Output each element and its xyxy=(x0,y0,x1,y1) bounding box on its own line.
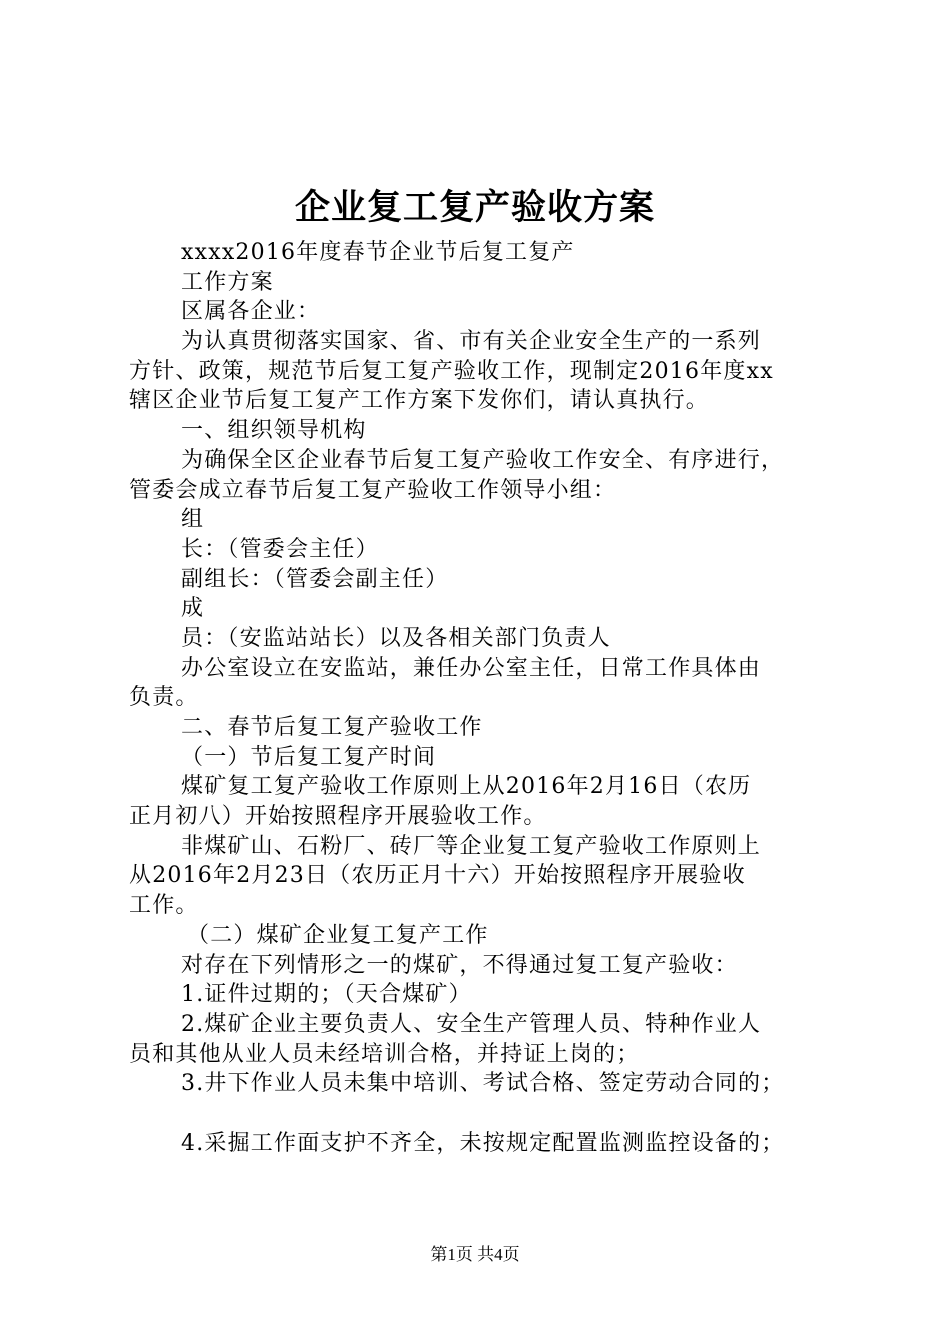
text-line: 工作。 xyxy=(129,893,199,919)
text-line: 副组长：（管委会副主任） xyxy=(181,566,449,592)
text-line: 管委会成立春节后复工复产验收工作领导小组： xyxy=(129,477,617,503)
text-line: 从2016年2月23日（农历正月十六）开始按照程序开展验收 xyxy=(129,863,746,889)
text-line: xxxx2016年度春节企业节后复工复产 xyxy=(181,240,575,265)
text-line: 区属各企业： xyxy=(181,299,321,325)
text-line: 非煤矿山、石粉厂、砖厂等企业复工复产验收工作原则上 xyxy=(181,833,762,859)
section-heading: 二、春节后复工复产验收工作 xyxy=(181,715,483,740)
text-line: 员：（安监站站长）以及各相关部门负责人 xyxy=(181,625,611,651)
subsection-heading: （二）煤矿企业复工复产工作 xyxy=(187,922,489,948)
list-item: 4.采掘工作面支护不齐全，未按规定配置监测监控设备的； xyxy=(181,1130,785,1156)
document-title: 企业复工复产验收方案 xyxy=(294,187,655,228)
text-line: 为确保全区企业春节后复工复产验收工作安全、有序进行， xyxy=(181,447,785,473)
page-footer: 第1页 共4页 xyxy=(430,1245,520,1264)
text-line: 对存在下列情形之一的煤矿，不得通过复工复产验收： xyxy=(181,952,738,978)
text-line: 员和其他从业人员未经培训合格，并持证上岗的； xyxy=(129,1041,640,1067)
text-line: 正月初八）开始按照程序开展验收工作。 xyxy=(129,804,547,830)
text-line: 煤矿复工复产验收工作原则上从2016年2月16日（农历 xyxy=(181,774,752,800)
list-item: 3.井下作业人员未集中培训、考试合格、签定劳动合同的； xyxy=(181,1071,785,1097)
blank-line xyxy=(129,1099,841,1129)
text-line: 工作方案 xyxy=(181,269,274,295)
list-item: 1.证件过期的；（天合煤矿） xyxy=(181,982,472,1008)
text-line: 成 xyxy=(181,596,205,622)
text-line: 为认真贯彻落实国家、省、市有关企业安全生产的一系列 xyxy=(181,329,762,355)
list-item: 2.煤矿企业主要负责人、安全生产管理人员、特种作业人 xyxy=(181,1011,762,1037)
text-line: 组 xyxy=(181,507,205,533)
document-body xyxy=(129,238,841,1158)
text-line: 方针、政策，规范节后复工复产验收工作，现制定2016年度xx xyxy=(129,358,774,384)
text-line: 辖区企业节后复工复产工作方案下发你们，请认真执行。 xyxy=(129,388,710,414)
text-line: 负责。 xyxy=(129,685,199,711)
section-heading: 一、组织领导机构 xyxy=(181,418,367,444)
text-line: 长：（管委会主任） xyxy=(181,536,379,562)
subsection-heading: （一）节后复工复产时间 xyxy=(181,744,437,770)
text-line: 办公室设立在安监站，兼任办公室主任，日常工作具体由 xyxy=(181,655,762,681)
